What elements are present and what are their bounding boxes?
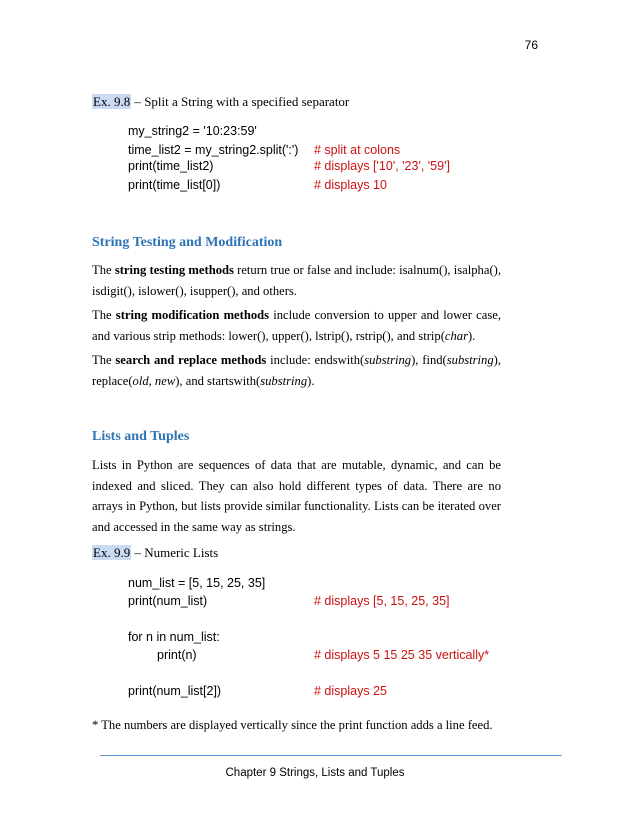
example-label: Ex. 9.9 [93, 545, 131, 560]
code-line: my_string2 = '10:23:59' [128, 124, 257, 138]
code-line: print(time_list[0]) [128, 178, 221, 192]
bold-term: search and replace methods [115, 353, 267, 367]
example-title: – Numeric Lists [131, 545, 219, 560]
code-comment: # displays 25 [314, 684, 387, 698]
text: ). [467, 328, 476, 343]
code-line: for n in num_list: [128, 630, 220, 644]
footer-chapter-title: Chapter 9 Strings, Lists and Tuples [225, 767, 405, 779]
code-comment: # displays 5 15 25 35 vertically* [314, 648, 490, 662]
paragraph-search-replace [92, 350, 501, 391]
text: The [92, 308, 116, 322]
text: The [92, 353, 116, 367]
code-comment: # displays [5, 15, 25, 35] [314, 594, 450, 608]
bold-term: string modification methods [115, 308, 270, 322]
example-label: Ex. 9.8 [93, 94, 131, 109]
italic-param: substring [446, 353, 494, 367]
paragraph-string-testing [92, 260, 501, 301]
code-line: print(num_list[2]) [128, 684, 222, 698]
code-line: print(time_list2) [128, 159, 214, 173]
paragraph-string-modification [92, 305, 501, 346]
section-heading-string-testing: String Testing and Modification [92, 235, 283, 250]
italic-param: char [444, 328, 468, 343]
text: ), replace( [92, 353, 501, 388]
text: The [92, 263, 115, 277]
code-comment: # displays ['10', '23', '59'] [314, 159, 450, 173]
footnote: * The numbers are displayed vertically since the print function adds a line feed. [92, 718, 493, 732]
text: ), find( [411, 353, 447, 367]
code-line: print(n) [157, 648, 197, 662]
italic-param: substring [364, 353, 412, 367]
text: return true or false and include: isalnum(), isalpha(), isdigit(), islower(), isupper(), and others. [92, 263, 501, 298]
text: include: endswith( [266, 353, 365, 367]
paragraph-lists-intro: Lists in Python are sequences of data that are mutable, dynamic, and can be indexed and sliced. They can also hold different types of data. There are no arrays in Python, but lists provide similar functionality. Lists can be iterated over and accessed in the same way as strings. [92, 458, 501, 534]
page-number: 76 [524, 38, 538, 52]
code-line: time_list2 = my_string2.split(':') [128, 143, 299, 157]
text: include conversion to upper and lower case, and various strip methods: lower(), upper(), lstrip(), rstrip(), and strip( [92, 308, 501, 343]
text: ). [307, 373, 315, 388]
code-comment: # displays 10 [314, 178, 387, 192]
footer-divider [100, 755, 562, 756]
bold-term: string testing methods [114, 263, 234, 277]
code-comment: # split at colons [314, 143, 401, 157]
example-9-8-title [92, 94, 349, 110]
text: ), and startswith( [175, 373, 261, 388]
section-heading-lists-tuples: Lists and Tuples [92, 429, 190, 444]
example-title: – Split a String with a specified separator [131, 94, 350, 109]
code-line: print(num_list) [128, 594, 208, 608]
italic-param: old, new [132, 373, 176, 388]
code-line: num_list = [5, 15, 25, 35] [128, 576, 266, 590]
italic-param: substring [260, 373, 308, 388]
example-9-9-title [92, 545, 218, 561]
